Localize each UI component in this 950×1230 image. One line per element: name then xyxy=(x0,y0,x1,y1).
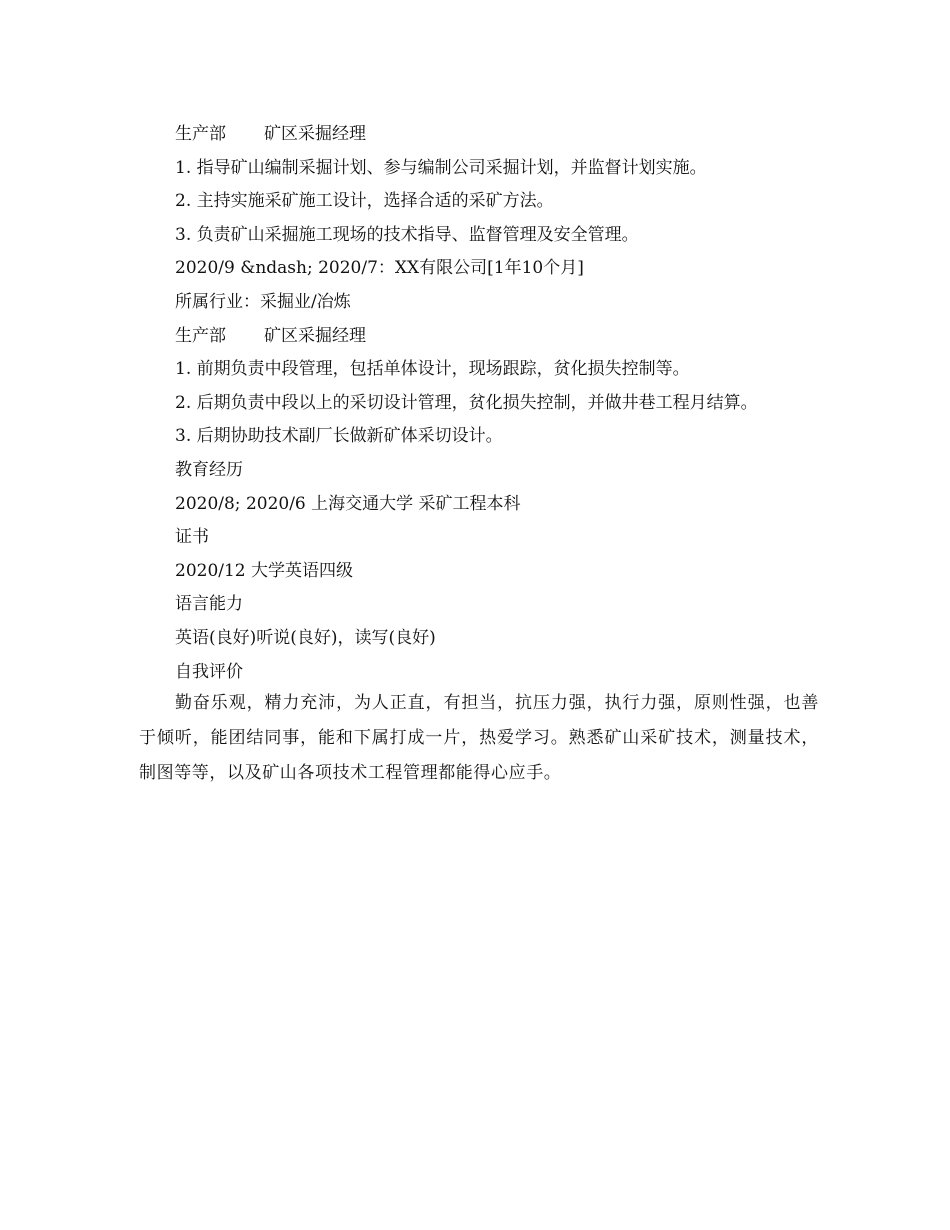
job2-dept-position xyxy=(175,320,835,354)
certificates-entry: 2020/12 大学英语四级 xyxy=(175,560,354,581)
self-evaluation-heading: 自我评价 xyxy=(175,661,243,682)
education-entry: 2020/8; 2020/6 上海交通大学 采矿工程本科 xyxy=(175,493,521,514)
job1-dept: 生产部 xyxy=(175,124,226,144)
job2-industry: 所属行业：采掘业/冶炼 xyxy=(175,291,351,312)
certificates-heading: 证书 xyxy=(175,527,209,548)
job2-dept: 生产部 xyxy=(175,325,226,346)
job2-duty-1: 1. 前期负责中段管理，包括单体设计，现场跟踪，贫化损失控制等。 xyxy=(175,359,690,380)
language-heading: 语言能力 xyxy=(175,594,243,615)
language-entry: 英语(良好)听说(良好)，读写(良好) xyxy=(175,627,436,648)
job2-period: 2020/9 &ndash; 2020/7：XX有限公司[1年10个月] xyxy=(175,258,584,279)
job2-position: 矿区采掘经理 xyxy=(264,325,366,346)
job2-duty-3: 3. 后期协助技术副厂长做新矿体采切设计。 xyxy=(175,426,503,447)
job1-duty-2: 2. 主持实施采矿施工设计，选择合适的采矿方法。 xyxy=(175,191,554,212)
job1-dept-position xyxy=(175,118,835,152)
job1-position: 矿区采掘经理 xyxy=(264,124,366,144)
job1-duty-1: 1. 指导矿山编制采掘计划、参与编制公司采掘计划，并监督计划实施。 xyxy=(175,157,707,178)
self-evaluation-text: 勤奋乐观，精力充沛，为人正直，有担当，抗压力强，执行力强，原则性强，也善于倾听，能团结同事，能和下属打成一片，热爱学习。熟悉矿山采矿技术，测量技术，制图等等，以及矿山各项技术工程管理都能得心应手。 xyxy=(139,693,819,783)
resume-content xyxy=(175,118,835,689)
education-heading: 教育经历 xyxy=(175,459,243,480)
job1-duty-3: 3. 负责矿山采掘施工现场的技术指导、监督管理及安全管理。 xyxy=(175,224,639,245)
job2-duty-2: 2. 后期负责中段以上的采切设计管理，贫化损失控制，并做井巷工程月结算。 xyxy=(175,392,758,413)
